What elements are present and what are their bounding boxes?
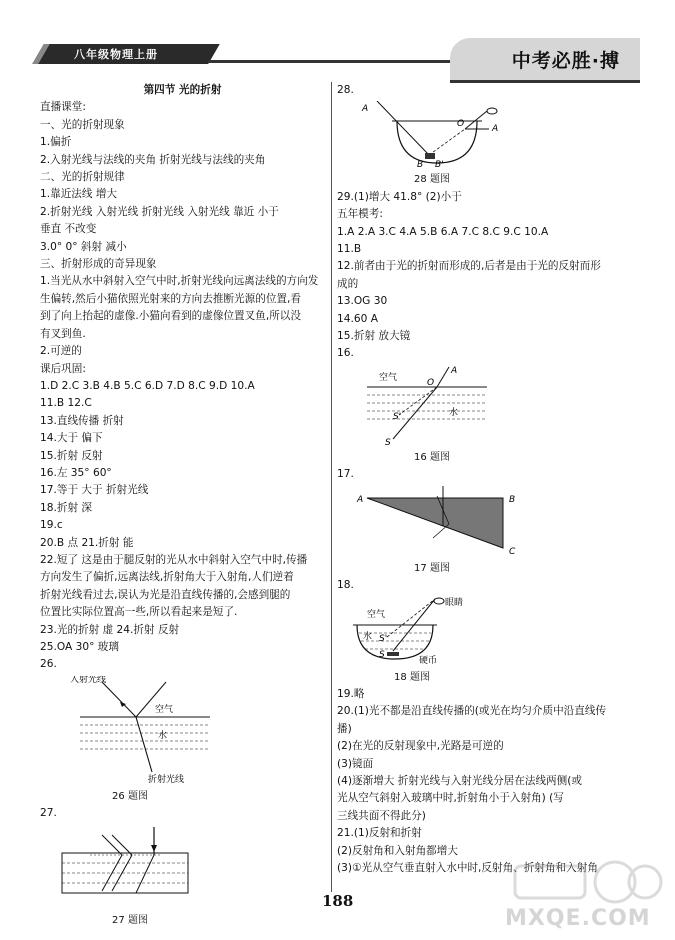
- label-eye: 眼睛: [445, 597, 464, 608]
- label-B-prime: B': [435, 160, 444, 170]
- watermark-text: MXQE.COM: [505, 906, 651, 931]
- answer-line: 播): [337, 722, 352, 735]
- answer-line: 课后巩固:: [40, 362, 86, 375]
- figure-16-caption: 16 题图: [414, 451, 450, 463]
- label-B: B: [509, 494, 516, 505]
- figure-28: [337, 101, 627, 169]
- answer-line: 25.OA 30° 玻璃: [40, 641, 119, 653]
- answer-line: 17.等于 大于 折射光线: [40, 484, 149, 497]
- figure-26: [40, 676, 325, 786]
- answer-line: 14.60 A: [337, 312, 378, 325]
- label-A-prime: A: [492, 124, 499, 135]
- label-A: A: [451, 365, 458, 376]
- answer-line: 方向发生了偏折,远离法线,折射角大于入射角,人们逆着: [40, 571, 294, 584]
- question-28-label: 28.: [337, 84, 354, 96]
- answer-line: 位置比实际位置高一些,所以看起来是短了.: [40, 606, 238, 619]
- answer-line: 三、折射形成的奇异现象: [40, 258, 157, 271]
- answer-line: 2.入射光线与法线的夹角 折射光线与法线的夹角: [40, 153, 266, 166]
- answer-line: 11.B: [337, 243, 362, 256]
- label-water: 水: [449, 407, 459, 418]
- figure-17-caption: 17 题图: [414, 562, 450, 574]
- answer-line: 2.折射光线 入射光线 折射光线 入射光线 靠近 小于: [40, 205, 279, 218]
- answer-line: 12.前者由于光的折射而形成的,后者是由于光的反射而形: [337, 260, 601, 273]
- label-S: S: [385, 437, 391, 447]
- label-refracted-ray: 折射光线: [148, 774, 185, 785]
- label-incident-ray: 入射光线: [70, 675, 107, 685]
- label-air: 空气: [367, 609, 386, 620]
- header-rule: [208, 60, 450, 63]
- answer-line: (4)逐渐增大 折射光线与入射光线分居在法线两侧(或: [337, 774, 582, 787]
- answer-line: 1.A 2.A 3.C 4.A 5.B 6.A 7.C 8.C 9.C 10.A: [337, 225, 549, 238]
- answer-line: 21.(1)反射和折射: [337, 827, 422, 840]
- answer-line: 20.(1)光不都是沿直线传播的(或光在均匀介质中沿直线传: [337, 705, 607, 718]
- figure-27-caption: 27 题图: [112, 914, 148, 926]
- answer-line: (3)镜面: [337, 757, 374, 770]
- left-column: [40, 82, 325, 929]
- label-O: O: [427, 377, 435, 388]
- label-A: A: [362, 104, 369, 115]
- column-divider: [331, 82, 332, 892]
- right-answer-lines-2: [337, 686, 627, 877]
- answer-line: 2.可逆的: [40, 345, 82, 358]
- answer-line: 15.折射 放大镜: [337, 330, 411, 343]
- figure-16: [337, 365, 627, 447]
- answer-line: 26.: [40, 658, 57, 671]
- answer-line: 22.短了 这是由于腿反射的光从水中斜射入空气中时,传播: [40, 553, 308, 566]
- label-S-prime: S': [379, 633, 388, 644]
- figure-26-caption: 26 题图: [112, 790, 148, 802]
- header-book-title: 八年级物理上册: [74, 48, 158, 61]
- answer-line: 13.OG 30: [337, 295, 388, 308]
- figure-28-caption: 28 题图: [414, 174, 450, 186]
- answer-line: (2)在光的反射现象中,光路是可逆的: [337, 740, 504, 753]
- page-number: 188: [322, 892, 354, 910]
- answer-line: 1.当光从水中斜射入空气中时,折射光线向远离法线的方向发: [40, 275, 319, 288]
- answer-line: 折射光线看过去,误认为光是沿直线传播的,会感到腿的: [40, 588, 291, 601]
- question-17-label: 17.: [337, 468, 354, 481]
- label-S: S: [379, 649, 385, 660]
- answer-line: 11.B 12.C: [40, 397, 92, 410]
- label-A: A: [357, 494, 364, 505]
- answer-line: 直播课堂:: [40, 101, 86, 114]
- answer-line: 3.0° 0° 斜射 减小: [40, 240, 127, 253]
- label-air: 空气: [379, 372, 398, 383]
- answer-line: 20.B 点 21.折射 能: [40, 536, 134, 549]
- answer-line: 15.折射 反射: [40, 449, 103, 462]
- watermark-logo-icon: [505, 858, 665, 908]
- answer-line: 29.(1)增大 41.8° (2)小于: [337, 190, 462, 203]
- answer-line: 13.直线传播 折射: [40, 414, 124, 427]
- answer-line: 1.D 2.C 3.B 4.B 5.C 6.D 7.D 8.C 9.D 10.A: [40, 379, 255, 392]
- answer-line: 18.折射 深: [40, 501, 92, 514]
- answer-line: 五年模考:: [337, 208, 383, 221]
- figure-17: [337, 486, 627, 558]
- figure-18: [337, 597, 627, 667]
- answer-line: 光从空气斜射入玻璃中时,折射角小于入射角) (写: [337, 792, 564, 805]
- answer-line: 垂直 不改变: [40, 223, 97, 236]
- label-O: O: [457, 119, 465, 130]
- answer-line: 16.: [337, 347, 354, 360]
- answer-line: 到了向上抬起的虚像.小猫向看到的虚像位置叉鱼,所以没: [40, 310, 301, 323]
- answer-line: 三线共面不得此分): [337, 809, 426, 822]
- section-title: 第四节 光的折射: [143, 84, 222, 96]
- question-18-label: 18.: [337, 579, 354, 592]
- answer-line: 成的: [337, 277, 359, 290]
- question-27-label: 27.: [40, 807, 57, 820]
- label-coin: 硬币: [419, 655, 438, 666]
- left-answer-lines: [40, 99, 325, 673]
- label-C: C: [509, 546, 516, 557]
- answer-line: 1.偏折: [40, 136, 72, 149]
- answer-line: 19.c: [40, 519, 63, 532]
- right-answer-lines-1: [337, 189, 627, 363]
- label-water: 水: [158, 730, 168, 741]
- page-header: [38, 38, 640, 80]
- right-column: [337, 82, 627, 877]
- header-right-banner: [450, 38, 640, 83]
- answer-line: (2)反射角和入射角都增大: [337, 844, 458, 857]
- figure-18-caption: 18 题图: [394, 671, 430, 683]
- label-water: 水: [363, 631, 373, 642]
- watermark: [505, 858, 665, 933]
- answer-line: 生偏转,然后小猫依照光射来的方向去推断光源的位置,看: [40, 292, 301, 305]
- header-series-title: 中考必胜·搏: [511, 50, 620, 72]
- answer-line: 23.光的折射 虚 24.折射 反射: [40, 623, 180, 636]
- answer-line: (3)①光从空气垂直射入水中时,反射角、折射角和入射角: [337, 861, 598, 874]
- figure-27: [40, 825, 325, 910]
- answer-line: 一、光的折射现象: [40, 118, 125, 131]
- label-S-prime: S': [393, 411, 402, 422]
- answer-line: 14.大于 偏下: [40, 432, 103, 445]
- answer-line: 有叉到鱼.: [40, 327, 86, 340]
- label-air: 空气: [155, 704, 174, 715]
- label-B: B: [417, 160, 424, 170]
- answer-line: 二、光的折射规律: [40, 171, 125, 184]
- answer-line: 1.靠近法线 增大: [40, 188, 118, 201]
- answer-line: 16.左 35° 60°: [40, 466, 112, 479]
- answer-line: 19.略: [337, 687, 365, 700]
